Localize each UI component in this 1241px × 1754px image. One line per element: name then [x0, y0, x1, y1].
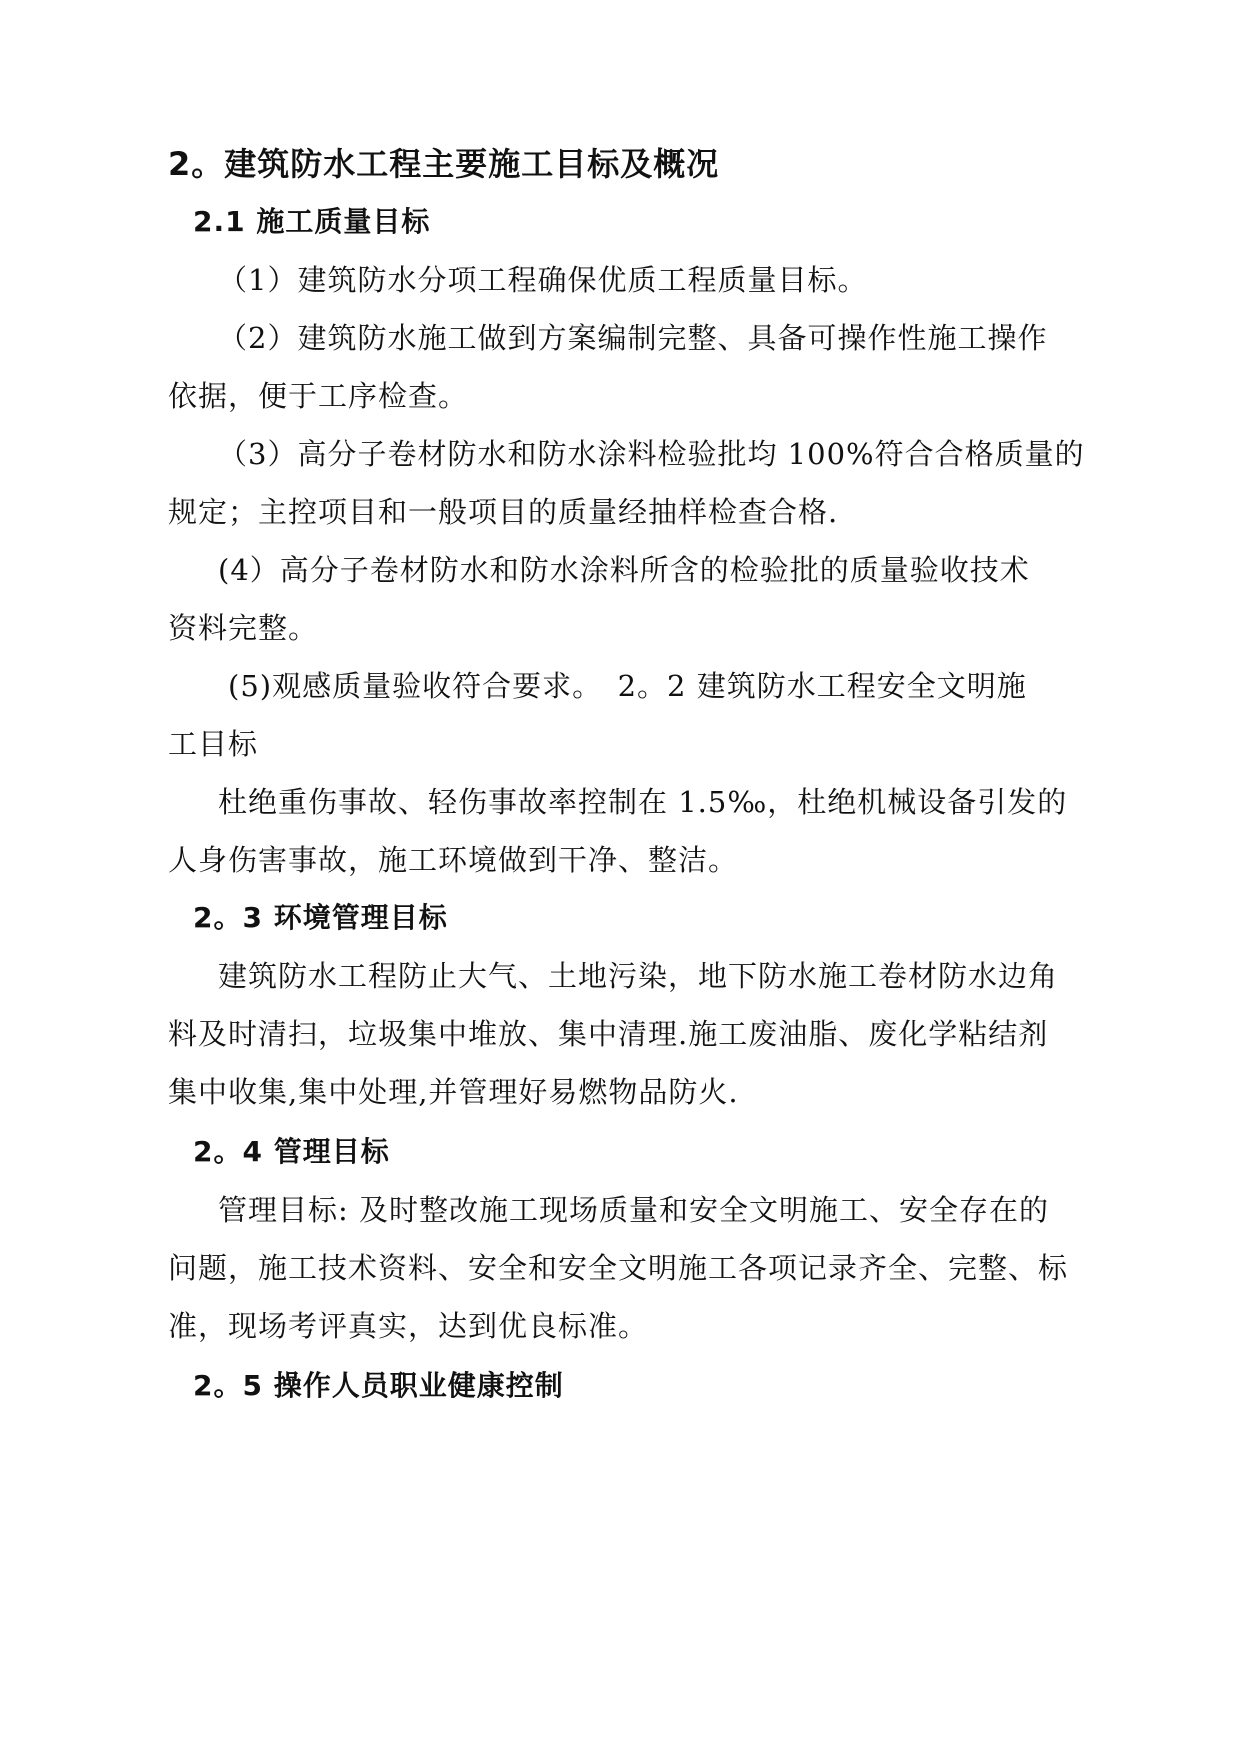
paragraph-line: 依据，便于工序检查。	[168, 379, 469, 413]
heading-2-1: 2.1 施工质量目标	[193, 205, 431, 238]
paragraph-line: (5)观感质量验收符合要求。 2。2 建筑防水工程安全文明施	[228, 669, 1027, 703]
paragraph-line: 料及时清扫，垃圾集中堆放、集中清理.施工废油脂、废化学粘结剂	[168, 1017, 1049, 1051]
paragraph-line: 集中收集,集中处理,并管理好易燃物品防火.	[168, 1075, 739, 1109]
paragraph-line: 杜绝重伤事故、轻伤事故率控制在 1.5‰，杜绝机械设备引发的	[218, 785, 1068, 819]
section-title: 2。建筑防水工程主要施工目标及概况	[168, 145, 720, 183]
paragraph-line: （1）建筑防水分项工程确保优质工程质量目标。	[218, 263, 868, 297]
paragraph-line: 管理目标: 及时整改施工现场质量和安全文明施工、安全存在的	[218, 1193, 1049, 1227]
paragraph-line: 建筑防水工程防止大气、土地污染，地下防水施工卷材防水边角	[218, 959, 1059, 993]
heading-2-3: 2。3 环境管理目标	[193, 901, 448, 934]
paragraph-line: 人身伤害事故，施工环境做到干净、整洁。	[168, 843, 739, 877]
paragraph-line: 问题，施工技术资料、安全和安全文明施工各项记录齐全、完整、标	[168, 1251, 1069, 1285]
paragraph-line: （2）建筑防水施工做到方案编制完整、具备可操作性施工操作	[218, 321, 1048, 355]
heading-2-5: 2。5 操作人员职业健康控制	[193, 1369, 564, 1402]
paragraph-line: (4）高分子卷材防水和防水涂料所含的检验批的质量验收技术	[218, 553, 1030, 587]
paragraph-line: （3）高分子卷材防水和防水涂料检验批均 100%符合合格质量的	[218, 437, 1085, 471]
paragraph-line: 准，现场考评真实，达到优良标准。	[168, 1309, 649, 1343]
heading-2-4: 2。4 管理目标	[193, 1135, 390, 1168]
paragraph-line: 规定；主控项目和一般项目的质量经抽样检查合格.	[168, 495, 839, 529]
paragraph-line: 工目标	[168, 727, 259, 761]
paragraph-line: 资料完整。	[168, 611, 319, 645]
